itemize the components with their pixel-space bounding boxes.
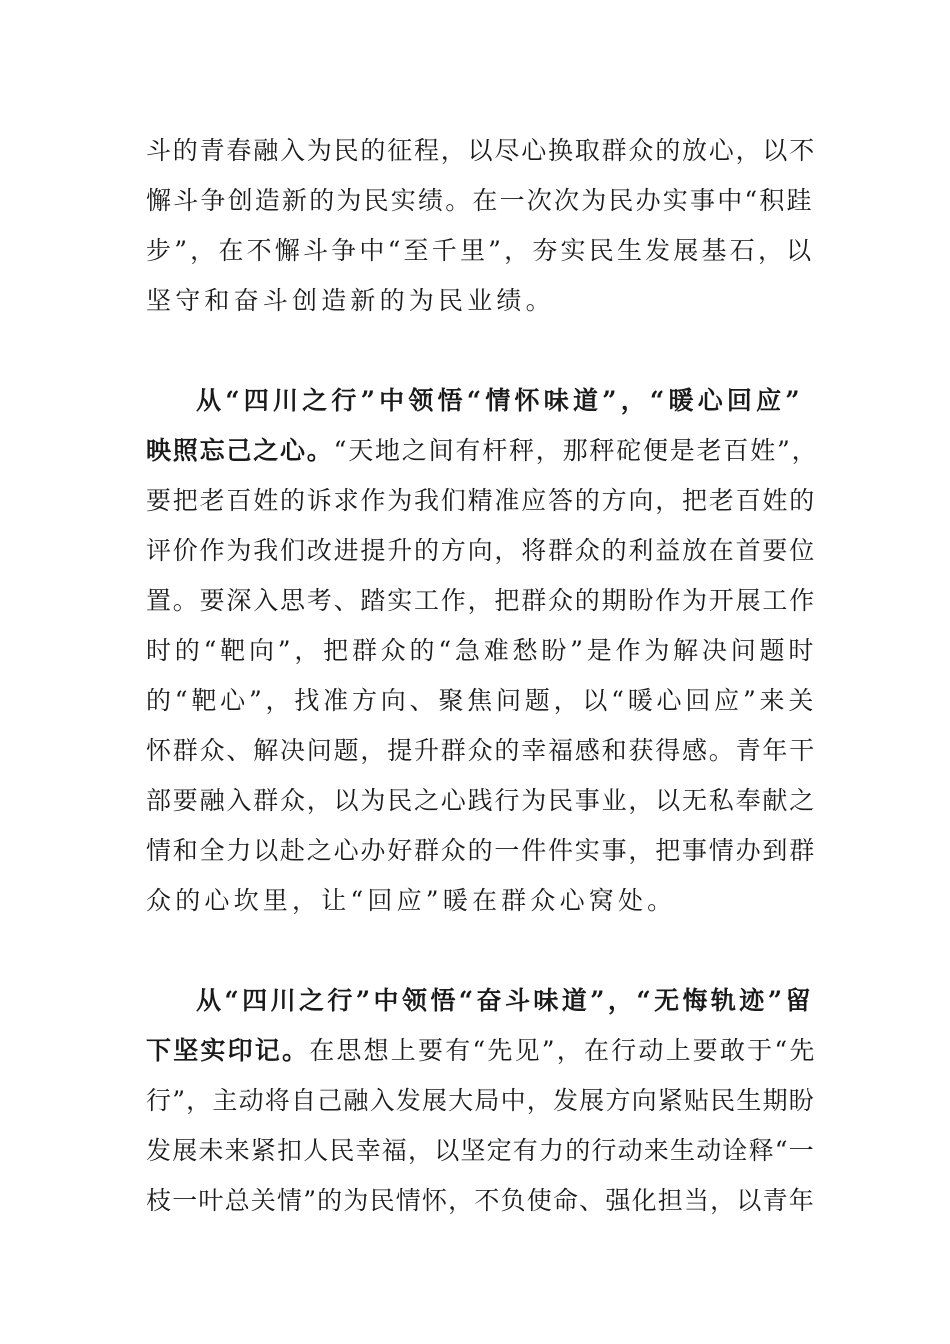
body-text: 怀群众、解决问题，提升群众的幸福感和获得感。青年干 xyxy=(146,736,817,765)
paragraph-3-line-2 xyxy=(146,1034,818,1068)
body-text: 评价作为我们改进提升的方向，将群众的利益放在首要位 xyxy=(146,536,817,565)
body-text: 发展未来紧扣人民幸福，以坚定有力的行动来生动诠释“一 xyxy=(146,1136,815,1165)
body-text: 在思想上要有“先见”，在行动上要敢于“先 xyxy=(309,1036,817,1065)
body-text: 斗的青春融入为民的征程，以尽心换取群众的放心，以不 xyxy=(146,136,817,165)
paragraph-2-line-6 xyxy=(146,634,818,668)
paragraph-2-line-11 xyxy=(146,884,818,918)
body-text: 行”，主动将自己融入发展大局中，发展方向紧贴民生期盼 xyxy=(146,1086,815,1115)
body-text: 的“靶心”，找准方向、聚焦问题，以“暖心回应”来关 xyxy=(146,686,818,715)
paragraph-2-line-8 xyxy=(146,734,818,768)
paragraph-2-line-2 xyxy=(146,434,818,468)
paragraph-1-line-1 xyxy=(146,134,818,168)
bold-heading-text: 从“四川之行”中领悟“奋斗味道”，“无悔轨迹”留 xyxy=(196,986,814,1015)
body-text: 情和全力以赴之心办好群众的一件件实事，把事情办到群 xyxy=(146,836,817,865)
body-text: 懈斗争创造新的为民实绩。在一次次为民办实事中“积跬 xyxy=(146,186,814,215)
body-text: 要把老百姓的诉求作为我们精准应答的方向，把老百姓的 xyxy=(146,486,817,515)
paragraph-1-line-2 xyxy=(146,184,818,218)
body-text: 众的心坎里，让“回应”暖在群众心窝处。 xyxy=(146,886,677,915)
body-text: 枝一叶总关情”的为民情怀，不负使命、强化担当，以青年 xyxy=(146,1186,815,1215)
body-text: “天地之间有杆秤，那秤砣便是老百姓”， xyxy=(333,436,819,465)
paragraph-2-line-9 xyxy=(146,784,818,818)
paragraph-2-line-5 xyxy=(146,584,818,618)
bold-heading-text: 从“四川之行”中领悟“情怀味道”，“暖心回应” xyxy=(196,386,804,415)
paragraph-2-line-10 xyxy=(146,834,818,868)
paragraph-3-line-5 xyxy=(146,1184,818,1218)
paragraph-3-line-3 xyxy=(146,1084,818,1118)
bold-heading-text: 下坚实印记。 xyxy=(146,1036,310,1065)
paragraph-1-line-4 xyxy=(146,284,818,318)
body-text: 部要融入群众，以为民之心践行为民事业，以无私奉献之 xyxy=(146,786,817,815)
bold-heading-text: 映照忘己之心。 xyxy=(146,436,334,465)
body-text: 时的“靶向”，把群众的“急难愁盼”是作为解决问题时 xyxy=(146,636,818,665)
body-text: 置。要深入思考、踏实工作，把群众的期盼作为开展工作 xyxy=(146,586,817,615)
paragraph-1-line-3 xyxy=(146,234,818,268)
paragraph-2-line-1 xyxy=(196,384,818,418)
body-text: 坚守和奋斗创造新的为民业绩。 xyxy=(146,286,555,315)
body-text: 步”，在不懈斗争中“至千里”，夯实民生发展基石，以 xyxy=(146,236,815,265)
paragraph-2-line-4 xyxy=(146,534,818,568)
paragraph-2-line-3 xyxy=(146,484,818,518)
paragraph-3-line-1 xyxy=(196,984,818,1018)
paragraph-3-line-4 xyxy=(146,1134,818,1168)
paragraph-2-line-7 xyxy=(146,684,818,718)
